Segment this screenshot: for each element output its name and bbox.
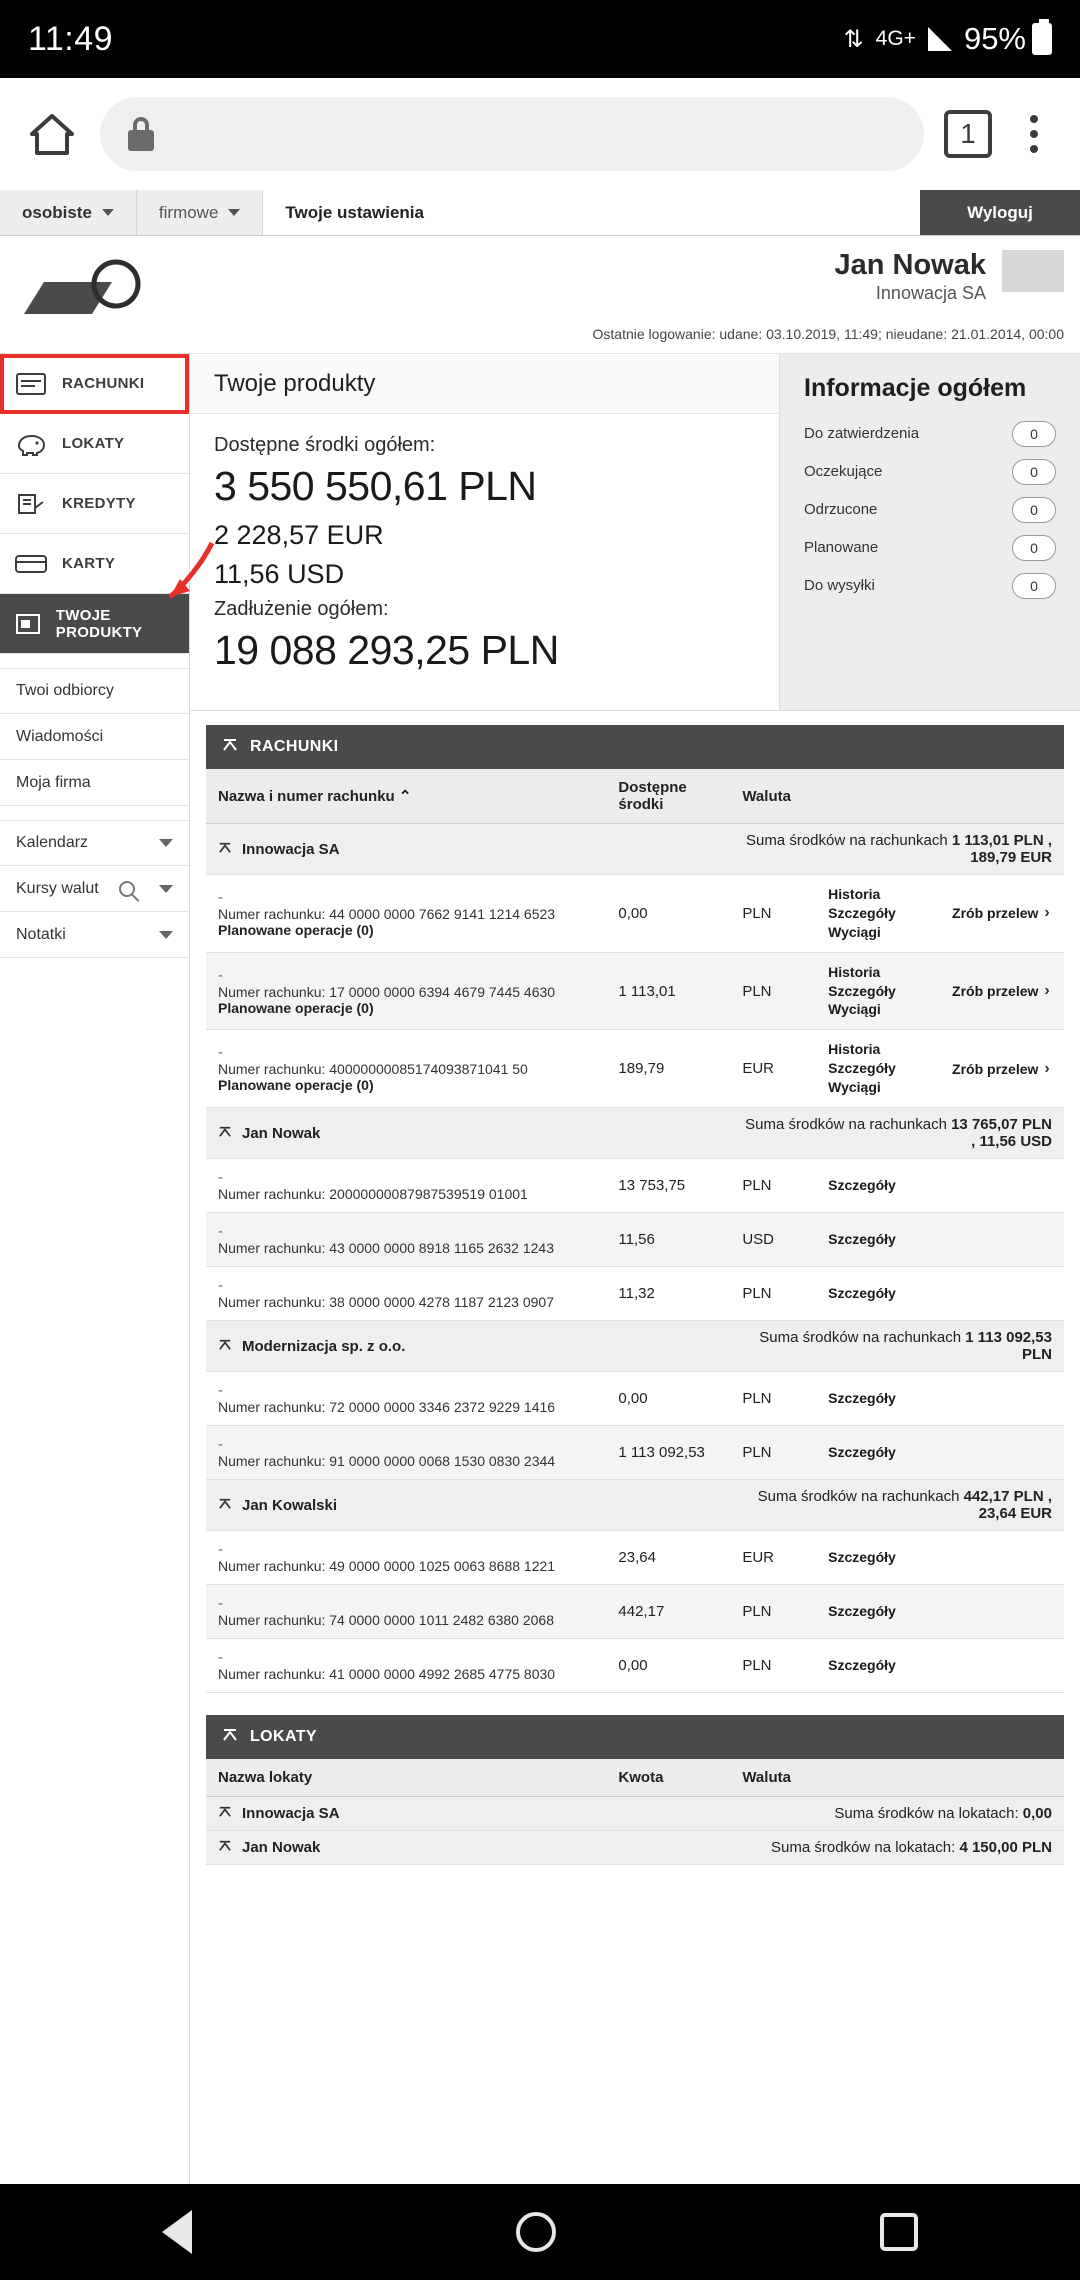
col-links (816, 769, 940, 824)
sidebar-item-kalendarz[interactable] (0, 820, 189, 866)
link-szczegoly[interactable]: Szczegóły (828, 1603, 896, 1620)
make-transfer-label: Zrób przelew (952, 1060, 1039, 1077)
sidebar-subitem-label: Wiadomości (16, 727, 104, 745)
web-page (0, 190, 1080, 2184)
col-currency[interactable]: Waluta (730, 769, 816, 824)
account-amount: 1 113 092,53 (606, 1426, 730, 1480)
sidebar-item-label: TWOJE PRODUKTY (55, 606, 143, 641)
account-amount: 13 753,75 (606, 1159, 730, 1213)
account-currency: PLN (730, 1159, 816, 1213)
account-name: - (218, 1382, 223, 1400)
products-summary-left (190, 354, 780, 710)
account-number: Numer rachunku: 20000000087987539519 01001 (218, 1186, 528, 1203)
sidebar-item-kursy-walut[interactable] (0, 866, 189, 912)
account-name: - (218, 1595, 223, 1613)
sidebar-subitem-label: Twoi odbiorcy (16, 682, 114, 699)
row-action-empty (940, 1159, 1064, 1213)
info-row-count: 0 (1012, 459, 1056, 485)
account-currency: PLN (730, 1372, 816, 1426)
chevron-down-icon (102, 209, 114, 216)
user-company: Innowacja SA (875, 283, 986, 304)
account-number: Numer rachunku: 38 0000 0000 4278 1187 2123 0907 (218, 1294, 555, 1311)
chevron-down-icon (159, 885, 173, 893)
info-row-count: 0 (1012, 497, 1056, 523)
avatar (1002, 250, 1064, 292)
tab-personal[interactable] (0, 190, 137, 235)
tab-business[interactable] (137, 190, 264, 235)
col-action (940, 769, 1064, 824)
page-title: Twoje produkty (190, 354, 779, 414)
logout-button[interactable]: Wyloguj (920, 190, 1080, 235)
deposits-table (206, 1759, 1064, 1865)
info-row[interactable] (804, 421, 1056, 447)
debt-total: 19 088 293,25 PLN (214, 627, 559, 673)
account-currency: PLN (730, 1639, 816, 1693)
available-funds-pln: 3 550 550,61 PLN (214, 463, 537, 509)
table-row[interactable] (206, 1426, 1064, 1480)
col-empty-2 (940, 1759, 1064, 1797)
page-body (0, 354, 1080, 2184)
link-historia[interactable]: Historia (828, 1041, 881, 1058)
user-info (835, 250, 987, 304)
table-row[interactable] (206, 1030, 1064, 1108)
user-name: Jan Nowak (834, 249, 986, 281)
table-row[interactable] (206, 1213, 1064, 1267)
account-amount: 11,32 (606, 1267, 730, 1321)
home-circle-icon[interactable] (516, 2212, 556, 2252)
sidebar-item-label: KARTY (62, 555, 116, 572)
recents-square-icon[interactable] (880, 2213, 918, 2251)
credit-icon (14, 491, 48, 517)
battery-icon (1032, 23, 1052, 55)
account-name: - (218, 1044, 223, 1062)
last-login-text: Ostatnie logowanie: udane: 03.10.2019, 11:49; nieudane: 21.01.2014, 00:00 (592, 326, 1064, 342)
page-header (0, 236, 1080, 354)
col-empty-1 (816, 1759, 940, 1797)
account-currency: PLN (730, 1585, 816, 1639)
deposits-section-header[interactable] (206, 1715, 1064, 1759)
status-time: 11:49 (28, 19, 114, 58)
info-row-label: Do zatwierdzenia (804, 425, 920, 443)
table-group-row[interactable] (206, 1108, 1064, 1159)
info-row-count: 0 (1012, 535, 1056, 561)
collapse-icon[interactable] (218, 1125, 232, 1142)
collapse-icon[interactable] (218, 1805, 232, 1822)
link-historia[interactable]: Historia (828, 963, 881, 980)
account-amount: 442,17 (606, 1585, 730, 1639)
sync-arrows-icon: ⇅ (843, 25, 864, 53)
group-sum-value: 1 113 092,53 PLN (965, 1329, 1052, 1364)
info-row-label: Oczekujące (804, 463, 883, 481)
available-funds-eur: 2 228,57 EUR (214, 520, 384, 550)
account-number: Numer rachunku: 91 0000 0000 0068 1530 0830 2344 (218, 1453, 556, 1470)
link-szczegoly[interactable]: Szczegóły (828, 1390, 896, 1407)
make-transfer-button[interactable] (952, 982, 1052, 1000)
info-row-label: Odrzucone (804, 501, 878, 519)
account-name: - (218, 1223, 223, 1241)
col-funds[interactable]: Dostępne środki (606, 769, 730, 824)
group-sum-label: Suma środków na rachunkach (759, 1329, 962, 1347)
group-sum-value: 1 113,01 PLN , 189,79 EUR (951, 832, 1052, 866)
link-szczegoly[interactable]: Szczegóły (828, 1060, 896, 1077)
chevron-down-icon (159, 931, 173, 939)
lock-icon (128, 117, 154, 151)
deposits-table-wrapper (190, 1693, 1080, 1865)
sidebar-item-notatki[interactable] (0, 912, 189, 958)
sidebar-item-twoje-produkty[interactable] (0, 594, 189, 654)
account-currency: PLN (730, 1267, 816, 1321)
table-row[interactable] (206, 875, 1064, 953)
link-wyciagi[interactable]: Wyciągi (828, 1001, 881, 1018)
accounts-section-header[interactable] (206, 725, 1064, 769)
link-szczegoly[interactable]: Szczegóły (828, 1231, 896, 1248)
products-summary (190, 354, 1080, 711)
sidebar-item-label: RACHUNKI (62, 375, 145, 392)
planned-ops: Planowane operacje (0) (218, 921, 374, 938)
link-szczegoly[interactable]: Szczegóły (828, 1657, 896, 1674)
accounts-table-wrapper (190, 711, 1080, 1693)
info-row-label: Do wysyłki (804, 577, 875, 595)
group-sum-label: Suma środków na rachunkach (745, 1116, 947, 1134)
make-transfer-label: Zrób przelew (952, 905, 1039, 922)
row-action-empty (940, 1531, 1064, 1585)
top-navigation (0, 190, 1080, 236)
collapse-icon[interactable] (218, 1497, 232, 1514)
accounts-section-title: RACHUNKI (250, 738, 339, 755)
row-action-empty (940, 1426, 1064, 1480)
account-number: Numer rachunku: 74 0000 0000 1011 2482 6380 2068 (218, 1612, 555, 1629)
collapse-icon[interactable] (222, 1728, 238, 1747)
account-number: Numer rachunku: 40000000085174093871041 50 (218, 1061, 528, 1078)
sidebar-item-moja-firma[interactable] (0, 760, 189, 806)
table-group-row[interactable] (206, 1480, 1064, 1531)
table-row[interactable] (206, 1267, 1064, 1321)
sidebar-item-twoi-odbiorcy[interactable] (0, 668, 189, 714)
link-szczegoly[interactable]: Szczegóły (828, 1444, 896, 1461)
status-bar (0, 0, 1080, 78)
group-name: Modernizacja sp. z o.o. (242, 1337, 406, 1355)
account-amount: 1 113,01 (606, 952, 730, 1030)
available-funds-usd: 11,56 USD (214, 559, 345, 589)
tab-business-label: firmowe (158, 202, 219, 222)
info-row[interactable] (804, 497, 1056, 523)
battery-percent: 95% (963, 21, 1026, 56)
sidebar-expandable-label: Kursy walut (16, 879, 99, 897)
collapse-icon[interactable] (218, 1338, 232, 1355)
sidebar-item-karty[interactable] (0, 534, 189, 594)
kebab-menu-icon[interactable] (1012, 115, 1056, 153)
row-action-empty (940, 1267, 1064, 1321)
make-transfer-button[interactable] (952, 1060, 1052, 1078)
make-transfer-button[interactable] (952, 904, 1052, 922)
table-group-row[interactable] (206, 1797, 1064, 1831)
table-group-row[interactable] (206, 824, 1064, 875)
sidebar (0, 354, 190, 2184)
link-historia[interactable]: Historia (828, 886, 881, 902)
sidebar-item-wiadomosci[interactable] (0, 714, 189, 760)
group-sum-label: Suma środków na lokatach: (771, 1839, 956, 1857)
status-right (844, 21, 1052, 57)
sidebar-item-kredyty[interactable] (0, 474, 189, 534)
bank-logo (16, 252, 196, 342)
table-group-row[interactable] (206, 1831, 1064, 1865)
back-triangle-icon[interactable] (162, 2210, 192, 2254)
info-row[interactable] (804, 535, 1056, 561)
account-number: Numer rachunku: 49 0000 0000 1025 0063 8688 1221 (218, 1558, 556, 1575)
collapse-icon[interactable] (222, 738, 238, 757)
account-name: - (218, 1541, 223, 1559)
account-number: Numer rachunku: 44 0000 0000 7662 9141 1214 6523 (218, 905, 556, 922)
account-name: - (218, 1169, 223, 1187)
table-group-row[interactable] (206, 1321, 1064, 1372)
row-action-empty (940, 1639, 1064, 1693)
col-currency[interactable]: Waluta (730, 1759, 816, 1797)
table-row[interactable] (206, 1372, 1064, 1426)
info-row-count: 0 (1012, 421, 1056, 447)
account-number: Numer rachunku: 43 0000 0000 8918 1165 2632 1243 (218, 1240, 555, 1257)
info-panel (780, 354, 1080, 710)
group-name: Jan Nowak (242, 1839, 321, 1857)
account-currency: PLN (730, 875, 816, 953)
account-number: Numer rachunku: 72 0000 0000 3346 2372 9229 1416 (218, 1399, 556, 1416)
group-sum-value: 13 765,07 PLN , 11,56 USD (951, 1116, 1052, 1151)
table-row[interactable] (206, 1585, 1064, 1639)
group-name: Jan Nowak (242, 1124, 321, 1142)
tab-personal-label: osobiste (22, 202, 92, 222)
chevron-down-icon (159, 839, 173, 847)
info-row-label: Planowane (804, 539, 879, 557)
group-sum-label: Suma środków na rachunkach (757, 1488, 960, 1506)
group-sum-label: Suma środków na lokatach: (834, 1805, 1019, 1823)
account-name: - (218, 1436, 223, 1454)
collapse-icon[interactable] (218, 841, 232, 858)
debt-label: Zadłużenie ogółem: (214, 598, 389, 620)
group-name: Innowacja SA (242, 840, 340, 858)
chevron-right-icon: › (1044, 982, 1050, 999)
planned-ops: Planowane operacje (0) (218, 999, 374, 1016)
link-szczegoly[interactable]: Szczegóły (828, 1177, 896, 1194)
card-icon (14, 551, 48, 577)
link-szczegoly[interactable]: Szczegóły (828, 982, 896, 999)
account-currency: EUR (730, 1531, 816, 1585)
account-amount: 11,56 (606, 1213, 730, 1267)
accounts-icon (14, 371, 48, 397)
account-name: - (218, 888, 223, 906)
account-number: Numer rachunku: 17 0000 0000 6394 4679 7445 4630 (218, 983, 556, 1000)
group-name: Innowacja SA (242, 1805, 340, 1823)
products-icon (14, 611, 42, 637)
account-currency: USD (730, 1213, 816, 1267)
account-currency: PLN (730, 1426, 816, 1480)
col-deposit-name[interactable]: Nazwa lokaty (206, 1759, 606, 1797)
info-row-count: 0 (1012, 573, 1056, 599)
row-action-empty (940, 1213, 1064, 1267)
table-row[interactable] (206, 1531, 1064, 1585)
deposits-section-title: LOKATY (250, 1728, 317, 1746)
account-amount: 23,64 (606, 1531, 730, 1585)
deposits-table-header-row (206, 1759, 1064, 1797)
sidebar-subitem-label: Moja firma (16, 773, 91, 791)
account-amount: 0,00 (606, 875, 730, 953)
group-name: Jan Kowalski (242, 1496, 338, 1514)
sidebar-item-label: LOKATY (62, 435, 125, 452)
collapse-icon[interactable] (218, 1839, 232, 1856)
account-name: - (218, 1277, 223, 1295)
group-sum-value: 0,00 (1022, 1805, 1052, 1823)
account-currency: EUR (730, 1030, 816, 1108)
link-wyciagi[interactable]: Wyciągi (828, 1079, 881, 1096)
account-amount: 0,00 (606, 1372, 730, 1426)
topnav-spacer (446, 190, 920, 235)
group-sum-value: 4 150,00 PLN (959, 1839, 1052, 1857)
home-icon[interactable] (24, 106, 80, 162)
table-row[interactable] (206, 1639, 1064, 1693)
link-szczegoly[interactable]: Szczegóły (828, 904, 896, 921)
android-nav-bar (0, 2184, 1080, 2280)
info-panel-title: Informacje ogółem (804, 374, 1027, 402)
link-wyciagi[interactable]: Wyciągi (828, 923, 881, 940)
account-name: - (218, 1649, 223, 1667)
chevron-down-icon (228, 209, 240, 216)
account-amount: 189,79 (606, 1030, 730, 1108)
tab-count-button[interactable]: 1 (944, 110, 992, 158)
available-funds-label: Dostępne środki ogółem: (214, 434, 436, 456)
row-action-empty (940, 1585, 1064, 1639)
accounts-table-header-row (206, 769, 1064, 824)
make-transfer-label: Zrób przelew (952, 983, 1039, 999)
link-szczegoly[interactable]: Szczegóły (828, 1285, 896, 1302)
sidebar-item-lokaty[interactable] (0, 414, 189, 474)
account-currency: PLN (730, 952, 816, 1030)
sidebar-expandable-label: Notatki (16, 925, 66, 943)
main-content (190, 354, 1080, 2184)
sidebar-item-rachunki[interactable] (0, 354, 189, 414)
group-sum-value: 442,17 PLN , 23,64 EUR (963, 1488, 1052, 1523)
table-row[interactable] (206, 952, 1064, 1030)
col-amount[interactable]: Kwota (606, 1759, 730, 1797)
sidebar-expandable-label: Kalendarz (16, 834, 89, 851)
accounts-table (206, 769, 1064, 1693)
link-szczegoly[interactable]: Szczegóły (828, 1549, 896, 1566)
account-name: - (218, 966, 223, 984)
browser-toolbar (0, 78, 1080, 190)
planned-ops: Planowane operacje (0) (218, 1077, 374, 1094)
account-amount: 0,00 (606, 1639, 730, 1693)
chevron-right-icon: › (1044, 1059, 1050, 1077)
info-row[interactable] (804, 459, 1056, 485)
piggy-bank-icon (14, 431, 48, 457)
chevron-right-icon: › (1044, 904, 1050, 922)
col-name[interactable]: Nazwa i numer rachunku ⌃ (206, 769, 606, 824)
battery-indicator (964, 21, 1052, 57)
group-sum-label: Suma środków na rachunkach (745, 832, 948, 849)
table-row[interactable] (206, 1159, 1064, 1213)
search-icon[interactable] (119, 881, 135, 897)
account-number: Numer rachunku: 41 0000 0000 4992 2685 4775 8030 (218, 1666, 556, 1683)
sidebar-item-label: KREDYTY (62, 495, 136, 512)
network-label: 4G+ (875, 27, 916, 50)
row-action-empty (940, 1372, 1064, 1426)
info-row[interactable] (804, 573, 1056, 599)
url-bar[interactable] (100, 97, 924, 171)
link-settings[interactable]: Twoje ustawienia (285, 202, 424, 222)
signal-icon (928, 27, 952, 51)
